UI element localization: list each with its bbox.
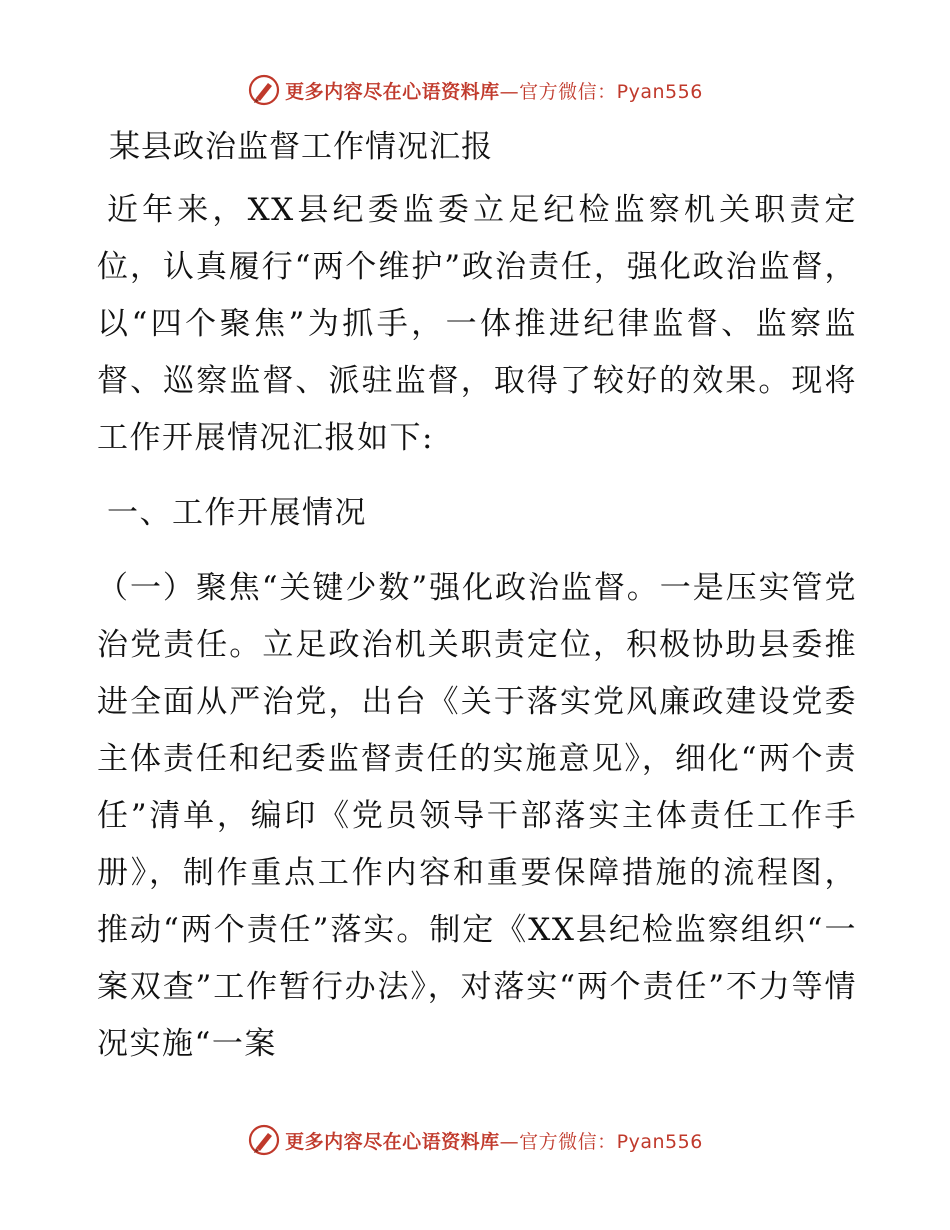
- document-title: 某县政治监督工作情况汇报: [109, 129, 493, 165]
- watermark-contact-text: —官方微信：Pyan556: [499, 80, 703, 103]
- watermark-main-text: 更多内容尽在心语资料库: [285, 80, 500, 103]
- watermark-main-text: 更多内容尽在心语资料库: [285, 1130, 500, 1153]
- pen-logo-icon: [247, 1123, 281, 1157]
- watermark-contact-text: —官方微信：Pyan556: [499, 1130, 703, 1153]
- pen-logo-icon: [247, 73, 281, 107]
- section-paragraph: （一）聚焦“关键少数”强化政治监督。一是压实管党治党责任。立足政治机关职责定位，积极协助县委推进全面从严治党，出台《关于落实党风廉政建设党委主体责任和纪委监督责任的实施意见》，细化“两个责任”清单，编印《党员领导干部落实主体责任工作手册》，制作重点工作内容和重要保障措施的流程图，推动“两个责任”落实。制定《XX县纪检监察组织“一案双查”工作暂行办法》，对落实“两个责任”不力等情况实施“一案: [97, 570, 857, 1062]
- intro-paragraph: 近年来，XX县纪委监委立足纪检监察机关职责定位，认真履行“两个维护”政治责任，强化政治监督，以“四个聚焦”为抓手，一体推进纪律监督、监察监督、巡察监督、派驻监督，取得了较好的效果。现将工作开展情况汇报如下:: [97, 192, 857, 456]
- watermark-header: [0, 70, 950, 110]
- document-body: [97, 122, 857, 1073]
- section-heading: 一、工作开展情况: [107, 495, 367, 531]
- watermark-footer: [0, 1120, 950, 1160]
